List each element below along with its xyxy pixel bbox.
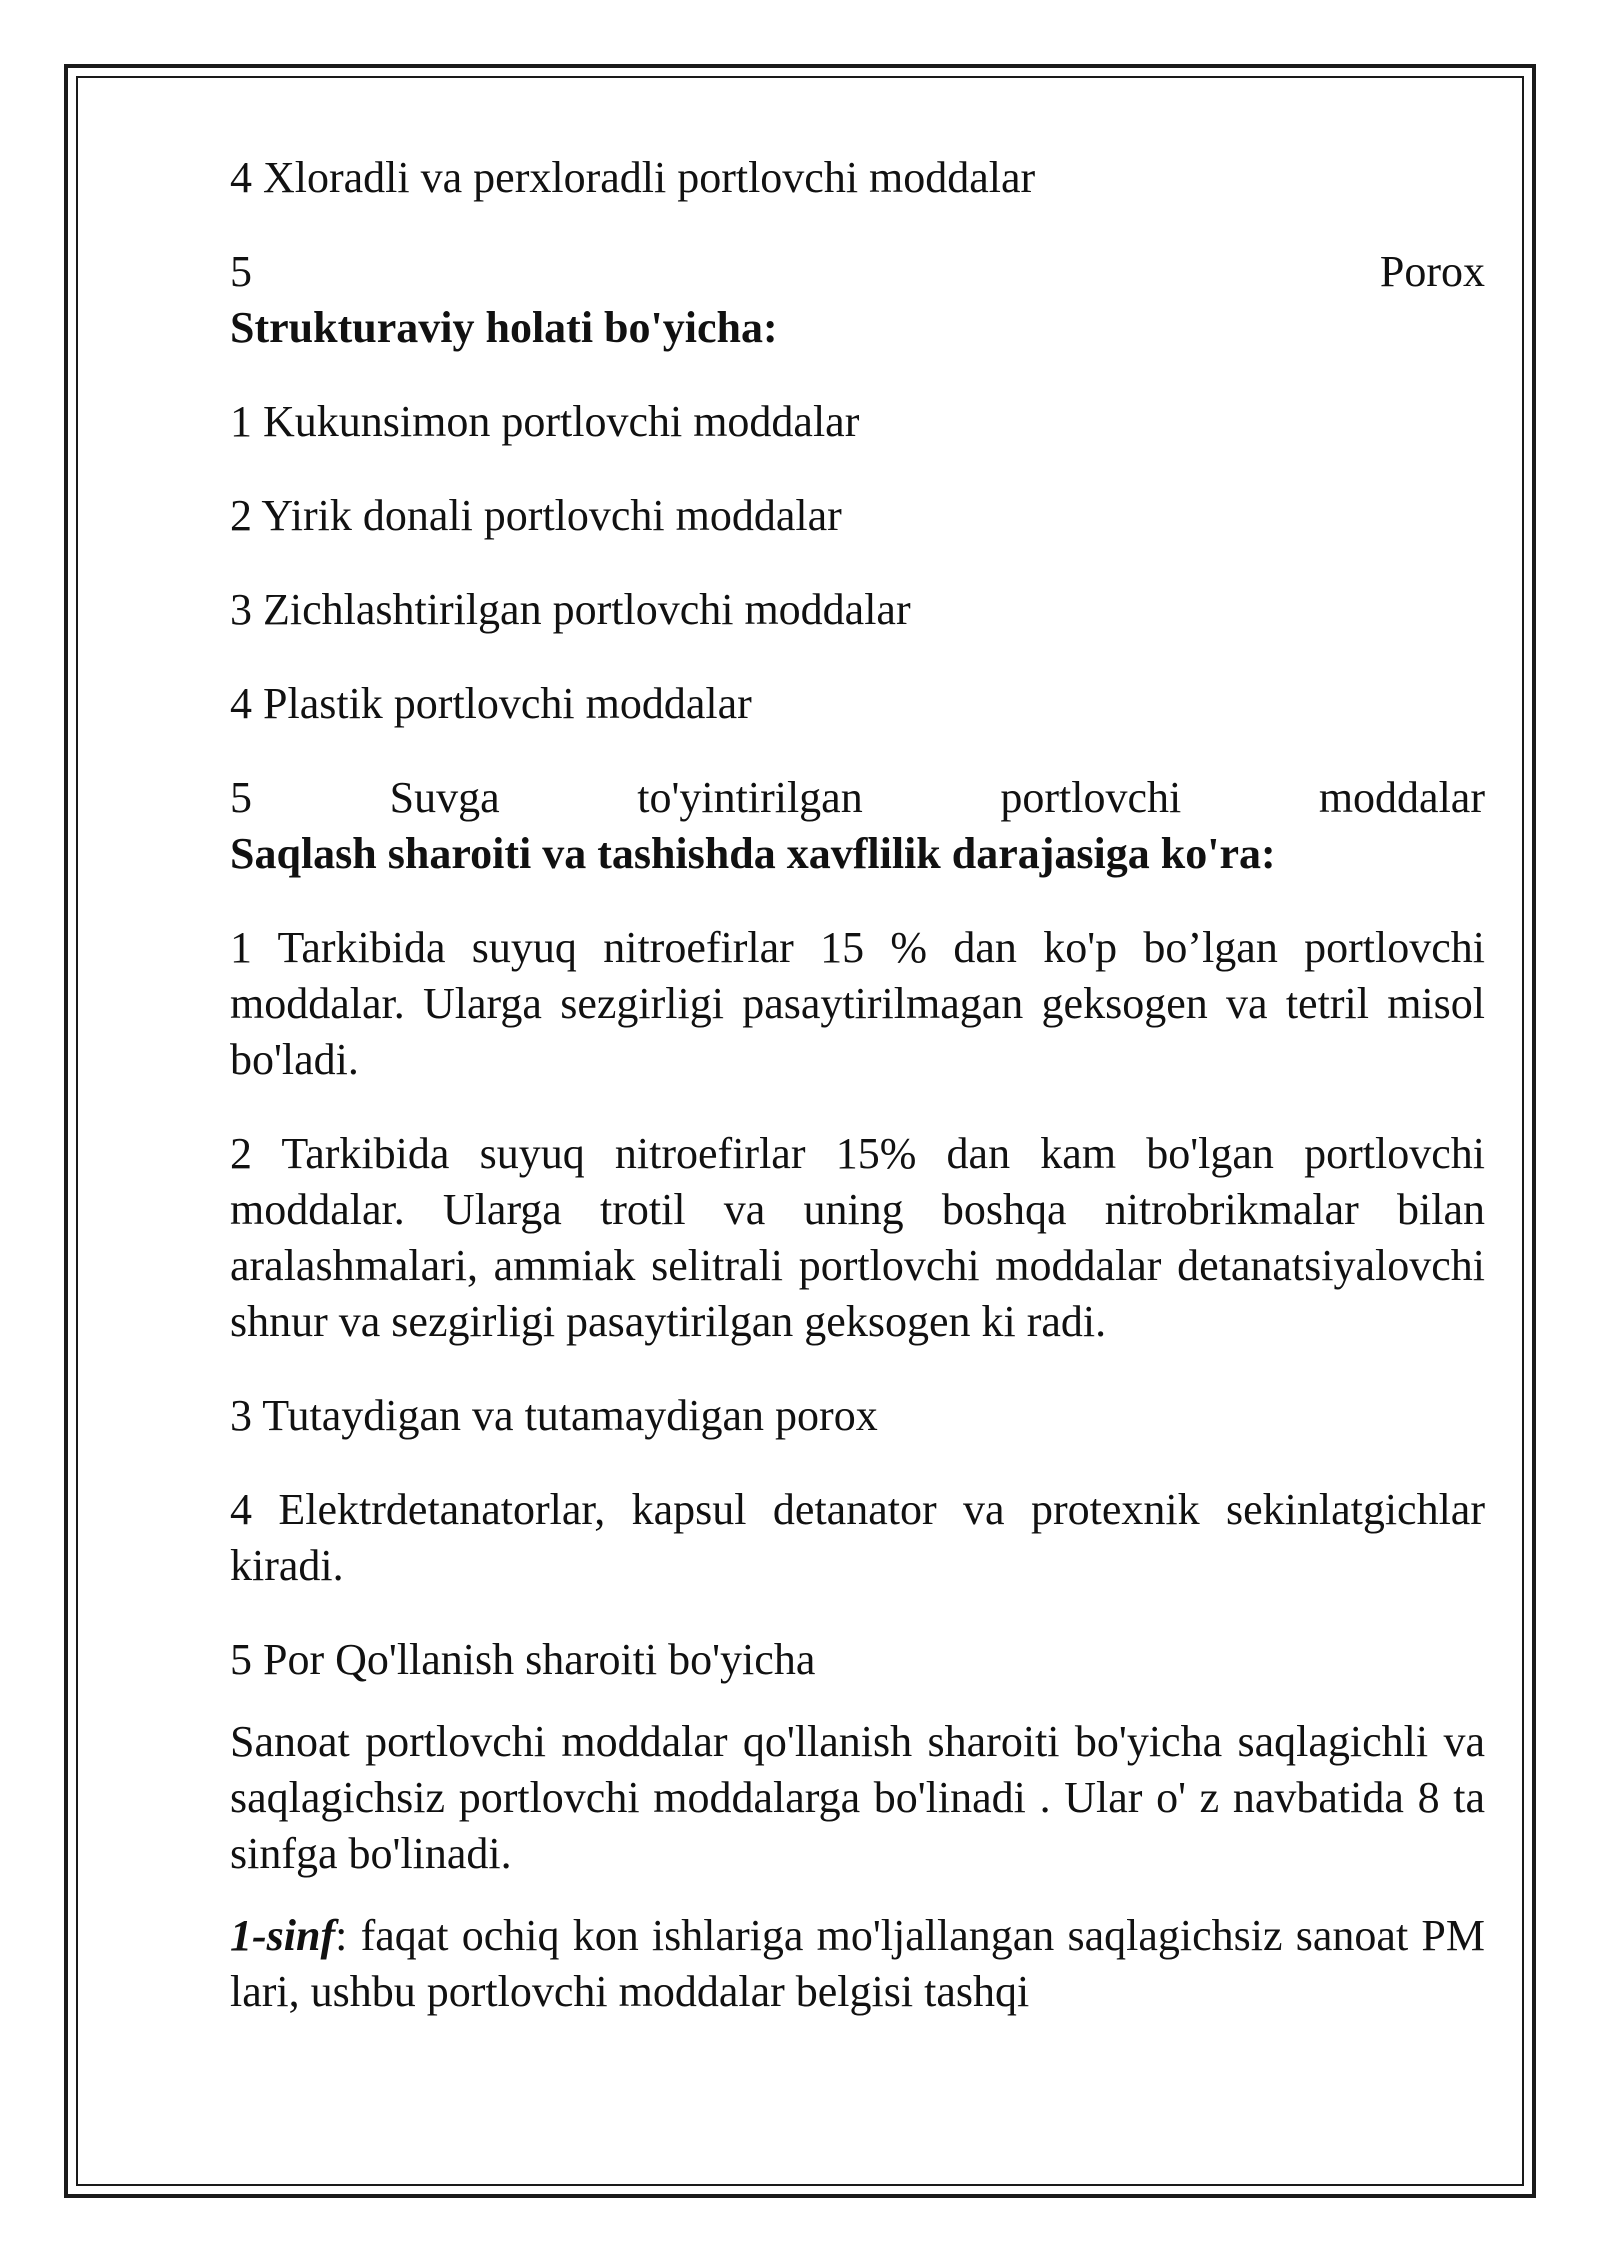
paragraph: 5 Por Qo'llanish sharoiti bo'yicha xyxy=(230,1635,816,1684)
paragraph: Sanoat portlovchi moddalar qo'llanish sharoiti bo'yicha saqlagichli va saqlagichsiz portlovchi moddalarga bo'linadi . Ular o' z navbatida 8 ta sinfga bo'linadi. xyxy=(230,1717,1485,1878)
section-heading: Saqlash sharoiti va tashishda xavflilik darajasiga ko'ra: xyxy=(230,829,1276,878)
paragraph-text: : faqat ochiq kon ishlariga mo'ljallangan saqlagichsiz sanoat PM lari, ushbu portlovchi moddalar belgisi tashqi xyxy=(230,1911,1485,2016)
class-label: 1-sinf xyxy=(230,1911,336,1960)
list-item: 2 Yirik donali portlovchi moddalar xyxy=(230,491,842,540)
paragraph: 1 Tarkibida suyuq nitroefirlar 15 % dan ko'p bo’lgan portlovchi moddalar. Ularga sezgirligi pasaytirilmagan geksogen va tetril misol bo'ladi. xyxy=(230,923,1485,1084)
list-item: 1 Kukunsimon portlovchi moddalar xyxy=(230,397,860,446)
paragraph: 4 Elektrdetanatorlar, kapsul detanator va protexnik sekinlatgichlar kiradi. xyxy=(230,1485,1485,1590)
paragraph: 2 Tarkibida suyuq nitroefirlar 15% dan kam bo'lgan portlovchi moddalar. Ularga trotil va uning boshqa nitrobrikmalar bilan aralashmalari, ammiak selitrali portlovchi moddalar detanatsiyalovchi shnur va sezgirligi pasaytirilgan geksogen ki radi. xyxy=(230,1129,1485,1346)
list-item: 4 Plastik portlovchi moddalar xyxy=(230,679,752,728)
paragraph: 3 Tutaydigan va tutamaydigan porox xyxy=(230,1391,878,1440)
list-item: 4 Xloradli va perxloradli portlovchi moddalar xyxy=(230,153,1036,202)
list-item: 5 Porox xyxy=(230,247,1485,296)
paragraph xyxy=(230,1908,1485,2020)
list-item: 3 Zichlashtirilgan portlovchi moddalar xyxy=(230,585,911,634)
document-body xyxy=(230,150,1485,2020)
section-heading: Strukturaviy holati bo'yicha: xyxy=(230,303,778,352)
list-item: 5 Suvga to'yintirilgan portlovchi moddalar xyxy=(230,773,1485,822)
